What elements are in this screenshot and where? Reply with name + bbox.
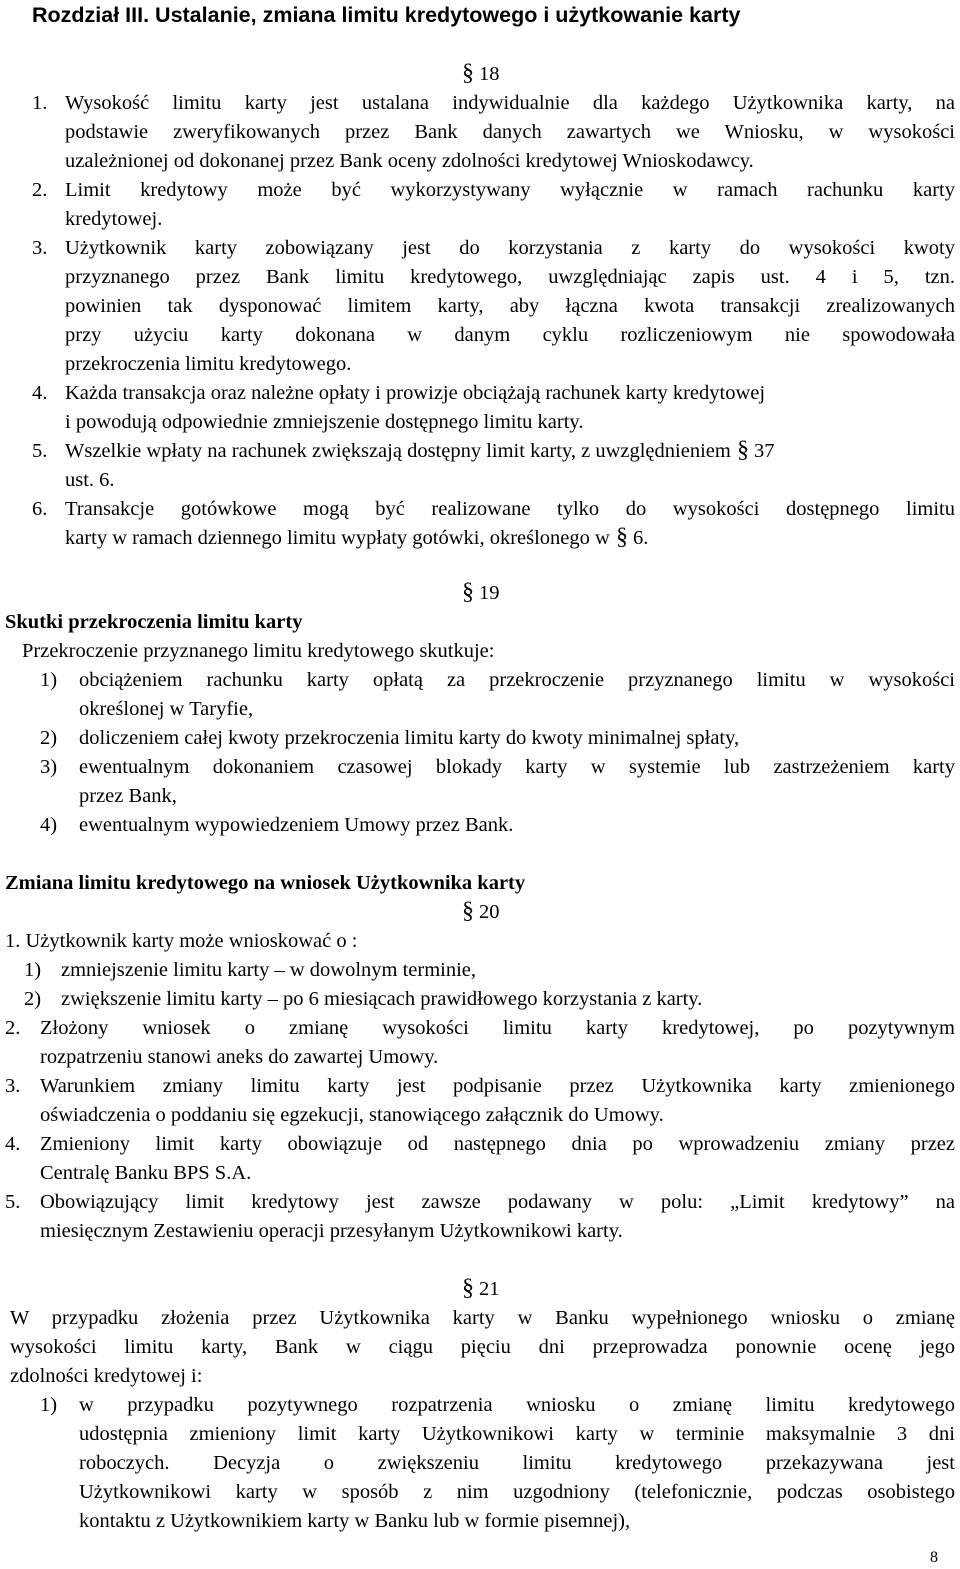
section-20-heading: [461, 898, 500, 927]
section-sign-icon: [461, 61, 477, 83]
paragraph-line: oświadczenia o poddaniu się egzekucji, stanowiącego załącznik do Umowy.: [40, 1104, 664, 1126]
paragraph-text: karty w ramach dziennego limitu wypłaty gotówki, określonego w: [65, 527, 610, 549]
paragraph-line: doliczeniem całej kwoty przekroczenia limitu karty do kwoty minimalnej spłaty,: [79, 727, 740, 749]
paragraph-line: określonej w Taryfie,: [79, 698, 254, 720]
list-number: 1): [40, 1394, 58, 1416]
section-number: 19: [479, 582, 500, 604]
paragraph-line: Złożony wniosek o zmianę wysokości limitu karty kredytowej, po pozytywnym: [40, 1017, 955, 1039]
paragraph-line: przyznanego przez Bank limitu kredytowego, uwzględniając zapis ust. 4 i 5, tzn.: [65, 266, 955, 288]
paragraph-line: Użytkownikowi karty w sposób z nim uzgodniony (telefonicznie, podczas osobistego: [79, 1481, 955, 1503]
paragraph-line: obciążeniem rachunku karty opłatą za przekroczenie przyznanego limitu w wysokości: [79, 669, 955, 691]
section-sign-icon: [615, 525, 631, 547]
section-reference: 6.: [632, 527, 649, 549]
list-number: 1): [24, 959, 42, 981]
list-number: 5.: [32, 440, 48, 462]
list-number: 2.: [5, 1017, 21, 1039]
section-title: Skutki przekroczenia limitu karty: [5, 611, 303, 633]
paragraph-line: uzależnionej od dokonanej przez Bank oceny zdolności kredytowej Wnioskodawcy.: [65, 150, 754, 172]
paragraph-line: Centralę Banku BPS S.A.: [40, 1162, 252, 1184]
paragraph-line: Limit kredytowy może być wykorzystywany wyłącznie w ramach rachunku karty: [65, 179, 955, 201]
paragraph-line: Zmieniony limit karty obowiązuje od następnego dnia po wprowadzeniu zmiany przez: [40, 1133, 955, 1155]
svg-text:§: §: [462, 899, 474, 921]
paragraph-line: podstawie zweryfikowanych przez Bank danych zawartych we Wniosku, w wysokości: [65, 121, 955, 143]
list-number: 4.: [32, 382, 48, 404]
paragraph-line: Warunkiem zmiany limitu karty jest podpisanie przez Użytkownika karty zmienionego: [40, 1075, 955, 1097]
section-title: Zmiana limitu kredytowego na wniosek Użytkownika karty: [5, 872, 526, 894]
list-number: 5.: [5, 1191, 21, 1213]
section-sign-icon: [736, 438, 752, 460]
svg-text:§: §: [462, 61, 474, 83]
paragraph-line: ewentualnym wypowiedzeniem Umowy przez Bank.: [79, 814, 514, 836]
paragraph-line: Transakcje gotówkowe mogą być realizowane tylko do wysokości dostępnego limitu: [65, 498, 955, 520]
paragraph-line: w przypadku pozytywnego rozpatrzenia wniosku o zmianę limitu kredytowego: [79, 1394, 955, 1416]
chapter-title: Rozdział III. Ustalanie, zmiana limitu kredytowego i użytkowanie karty: [32, 3, 741, 27]
intro-text: 1. Użytkownik karty może wnioskować o :: [5, 930, 358, 952]
list-number: 3.: [32, 237, 48, 259]
section-number: 18: [479, 63, 500, 85]
paragraph-line: [65, 437, 774, 466]
list-number: 4): [40, 814, 58, 836]
paragraph-line: Obowiązujący limit kredytowy jest zawsze podawany w polu: „Limit kredytowy” na: [40, 1191, 955, 1213]
paragraph-line: [65, 524, 648, 553]
intro-text: Przekroczenie przyznanego limitu kredytowego skutkuje:: [22, 640, 495, 662]
section-21-heading: [461, 1275, 500, 1304]
list-number: 1): [40, 669, 58, 691]
paragraph-line: powinien tak dysponować limitem karty, aby łączna kwota transakcji zrealizowanych: [65, 295, 955, 317]
section-sign-icon: [461, 899, 477, 921]
list-number: 3.: [5, 1075, 21, 1097]
svg-text:§: §: [736, 438, 749, 460]
paragraph-line: i powodują odpowiednie zmniejszenie dostępnego limitu karty.: [65, 411, 584, 433]
list-number: 2): [24, 988, 42, 1010]
list-number: 4.: [5, 1133, 21, 1155]
section-number: 21: [479, 1278, 500, 1300]
svg-text:§: §: [615, 525, 628, 547]
paragraph-line: wysokości limitu karty, Bank w ciągu pięciu dni przeprowadza ponownie ocenę jego: [10, 1336, 955, 1358]
paragraph-line: udostępnia zmieniony limit karty Użytkownikowi karty w terminie maksymalnie 3 dni: [79, 1423, 955, 1445]
section-reference: 37: [753, 440, 775, 462]
paragraph-line: kontaktu z Użytkownikiem karty w Banku lub w formie pisemnej),: [79, 1510, 631, 1532]
section-sign-icon: [461, 580, 477, 602]
list-number: 1.: [32, 92, 48, 114]
paragraph-line: zmniejszenie limitu karty – w dowolnym terminie,: [61, 959, 477, 981]
section-number: 20: [479, 901, 500, 923]
svg-text:§: §: [462, 1276, 474, 1298]
paragraph-line: zdolności kredytowej i:: [10, 1365, 203, 1387]
paragraph-line: zwiększenie limitu karty – po 6 miesiącach prawidłowego korzystania z karty.: [61, 988, 703, 1010]
paragraph-text: Wszelkie wpłaty na rachunek zwiększają dostępny limit karty, z uwzględnieniem: [65, 440, 731, 462]
svg-text:§: §: [462, 580, 474, 602]
paragraph-line: Wysokość limitu karty jest ustalana indywidualnie dla każdego Użytkownika karty, na: [65, 92, 955, 114]
paragraph-line: roboczych. Decyzja o zwiększeniu limitu kredytowego przekazywana jest: [79, 1452, 955, 1474]
paragraph-line: przekroczenia limitu kredytowego.: [65, 353, 352, 375]
section-19-heading: [461, 579, 500, 608]
paragraph-line: przy użyciu karty dokonana w danym cyklu rozliczeniowym nie spowodowała: [65, 324, 955, 346]
section-18-heading: [461, 60, 500, 89]
paragraph-line: Użytkownik karty zobowiązany jest do korzystania z karty do wysokości kwoty: [65, 237, 955, 259]
paragraph-line: rozpatrzeniu stanowi aneks do zawartej Umowy.: [40, 1046, 439, 1068]
list-number: 2.: [32, 179, 48, 201]
paragraph-line: ewentualnym dokonaniem czasowej blokady karty w systemie lub zastrzeżeniem karty: [79, 756, 955, 778]
paragraph-line: ust. 6.: [65, 469, 115, 491]
paragraph-line: kredytowej.: [65, 208, 163, 230]
paragraph-line: przez Bank,: [79, 785, 177, 807]
page-number: 8: [930, 1549, 938, 1566]
section-sign-icon: [461, 1276, 477, 1298]
list-number: 6.: [32, 498, 48, 520]
list-number: 3): [40, 756, 58, 778]
paragraph-line: miesięcznym Zestawieniu operacji przesyłanym Użytkownikowi karty.: [40, 1220, 623, 1242]
paragraph-line: W przypadku złożenia przez Użytkownika karty w Banku wypełnionego wniosku o zmianę: [10, 1307, 955, 1329]
paragraph-line: Każda transakcja oraz należne opłaty i prowizje obciążają rachunek karty kredytowej: [65, 382, 766, 404]
list-number: 2): [40, 727, 58, 749]
